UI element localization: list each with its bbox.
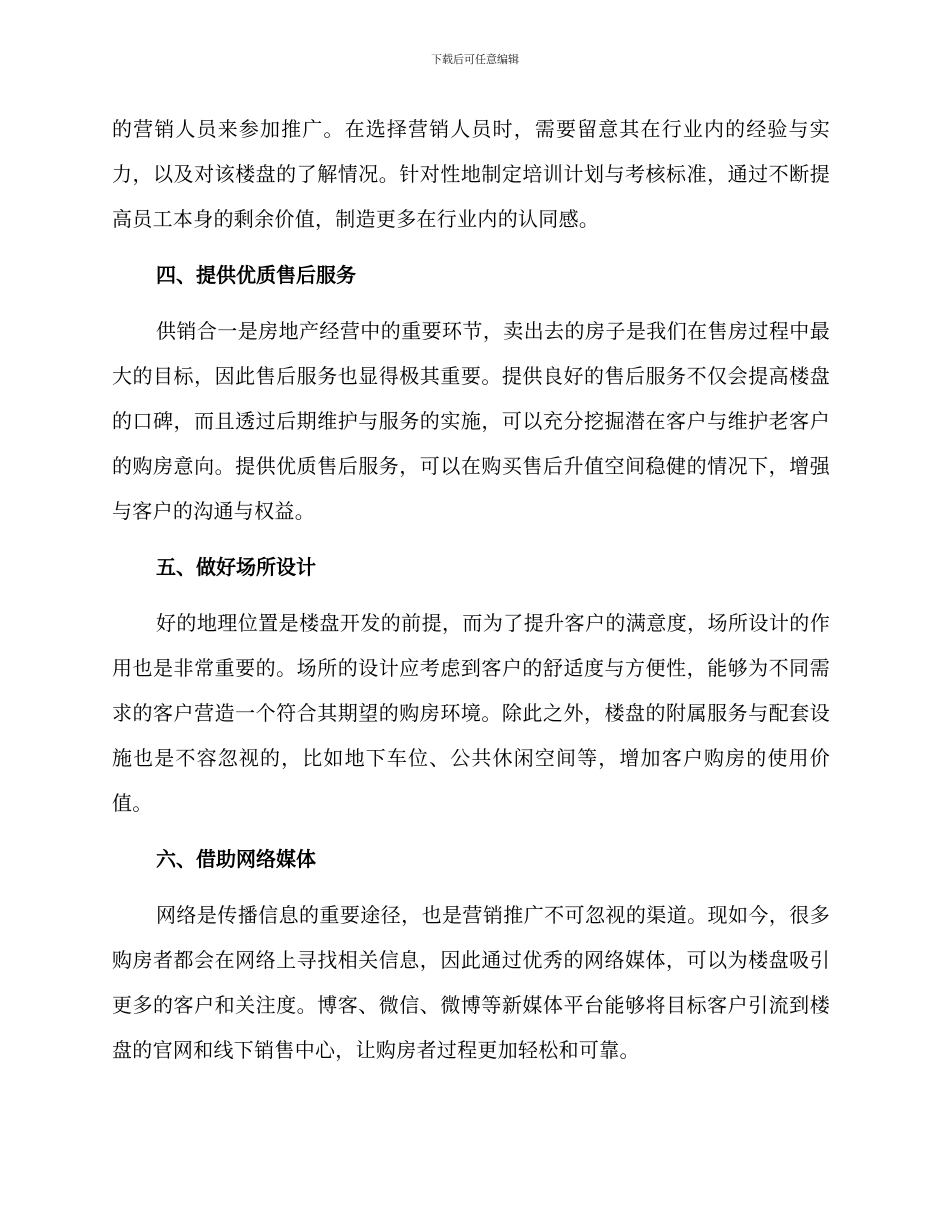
paragraph-after-sales: 供销合一是房地产经营中的重要环节，卖出去的房子是我们在售房过程中最大的目标，因此售后服务也显得极其重要。提供良好的售后服务不仅会提高楼盘的口碑，而且透过后期维护与服务的实施，可以充分挖掘潜在客户与维护老客户的购房意向。提供优质售后服务，可以在购买售后升值空间稳健的情况下，增强与客户的沟通与权益。 <box>112 319 830 523</box>
paragraph-online-media: 网络是传播信息的重要途径，也是营销推广不可忽视的渠道。现如今，很多购房者都会在网络上寻找相关信息，因此通过优秀的网络媒体，可以为楼盘吸引更多的客户和关注度。博客、微信、微博等新媒体平台能够将目标客户引流到楼盘的官网和线下销售中心，让购房者过程更加轻松和可靠。 <box>112 903 830 1062</box>
page-header: 下载后可任意编辑 <box>431 53 519 66</box>
paragraph-venue-design: 好的地理位置是楼盘开发的前提，而为了提升客户的满意度，场所设计的作用也是非常重要的。场所的设计应考虑到客户的舒适度与方便性，能够为不同需求的客户营造一个符合其期望的购房环境。除此之外，楼盘的附属服务与配套设施也是不容忽视的，比如地下车位、公共休闲空间等，增加客户购房的使用价值。 <box>112 611 830 815</box>
paragraph-continued: 的营销人员来参加推广。在选择营销人员时，需要留意其在行业内的经验与实力，以及对该楼盘的了解情况。针对性地制定培训计划与考核标准，通过不断提高员工本身的剩余价值，制造更多在行业内的认同感。 <box>112 117 830 231</box>
section-heading-6: 六、借助网络媒体 <box>156 847 316 871</box>
document-body <box>112 107 830 1073</box>
section-heading-4: 四、提供优质售后服务 <box>156 263 356 287</box>
section-heading-5: 五、做好场所设计 <box>156 555 316 579</box>
